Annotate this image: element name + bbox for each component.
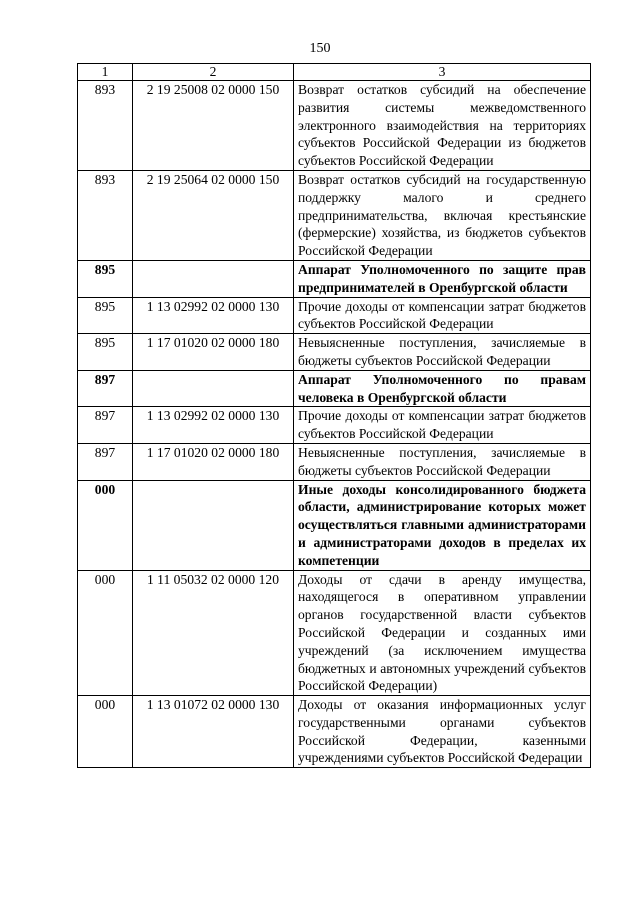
revenue-code-cell: 2 19 25008 02 0000 150: [133, 81, 294, 171]
revenue-name-cell: Доходы от сдачи в аренду имущества, находящегося в оперативном управлении органов государственной власти субъектов Российской Федерации и созданных ими учреждений (за исключением имущества бюджетных и автономных учреждений субъектов Российской Федерации): [294, 570, 591, 696]
revenue-name-cell: Прочие доходы от компенсации затрат бюджетов субъектов Российской Федерации: [294, 407, 591, 444]
revenue-code-cell: 1 17 01020 02 0000 180: [133, 334, 294, 371]
admin-code-cell: 895: [78, 297, 133, 334]
revenue-name-cell: Возврат остатков субсидий на обеспечение развития системы межведомственного электронного взаимодействия на территориях субъектов Российской Федерации из бюджетов субъектов Российской Федерации: [294, 81, 591, 171]
table-header-row: [78, 64, 591, 81]
admin-code-cell: 893: [78, 81, 133, 171]
table-section-row: [78, 480, 591, 570]
revenue-code-cell: 2 19 25064 02 0000 150: [133, 170, 294, 260]
table-row: [78, 443, 591, 480]
table-row: [78, 570, 591, 696]
revenue-name-cell: Аппарат Уполномоченного по защите прав предпринимателей в Оренбургской области: [294, 260, 591, 297]
admin-code-cell: 893: [78, 170, 133, 260]
header-col-1: 1: [78, 64, 133, 81]
header-col-2: 2: [133, 64, 294, 81]
page-number: 150: [309, 41, 331, 56]
revenue-name-cell: Возврат остатков субсидий на государственную поддержку малого и среднего предпринимательства, включая крестьянские (фермерские) хозяйства, из бюджетов субъектов Российской Федерации: [294, 170, 591, 260]
table-row: [78, 696, 591, 768]
revenue-code-cell: [133, 260, 294, 297]
revenue-name-cell: Невыясненные поступления, зачисляемые в бюджеты субъектов Российской Федерации: [294, 334, 591, 371]
revenue-code-cell: [133, 480, 294, 570]
table-row: [78, 334, 591, 371]
table-section-row: [78, 370, 591, 407]
revenue-code-cell: 1 11 05032 02 0000 120: [133, 570, 294, 696]
table-row: [78, 81, 591, 171]
admin-code-cell: 895: [78, 260, 133, 297]
admin-code-cell: 897: [78, 443, 133, 480]
revenue-name-cell: Прочие доходы от компенсации затрат бюджетов субъектов Российской Федерации: [294, 297, 591, 334]
admin-code-cell: 895: [78, 334, 133, 371]
table-row: [78, 407, 591, 444]
revenue-codes-table: [77, 63, 591, 768]
table-row: [78, 297, 591, 334]
admin-code-cell: 000: [78, 570, 133, 696]
admin-code-cell: 000: [78, 480, 133, 570]
table-row: [78, 170, 591, 260]
admin-code-cell: 000: [78, 696, 133, 768]
revenue-code-cell: 1 13 02992 02 0000 130: [133, 297, 294, 334]
table-body: [78, 64, 591, 768]
admin-code-cell: 897: [78, 370, 133, 407]
revenue-name-cell: Иные доходы консолидированного бюджета области, администрирование которых может осуществляться главными администраторами и администраторами доходов в пределах их компетенции: [294, 480, 591, 570]
revenue-name-cell: Доходы от оказания информационных услуг государственными органами субъектов Российской Федерации, казенными учреждениями субъектов Российской Федерации: [294, 696, 591, 768]
table-section-row: [78, 260, 591, 297]
revenue-code-cell: 1 13 02992 02 0000 130: [133, 407, 294, 444]
header-col-3: 3: [294, 64, 591, 81]
revenue-code-cell: 1 17 01020 02 0000 180: [133, 443, 294, 480]
admin-code-cell: 897: [78, 407, 133, 444]
revenue-code-cell: [133, 370, 294, 407]
revenue-name-cell: Невыясненные поступления, зачисляемые в бюджеты субъектов Российской Федерации: [294, 443, 591, 480]
revenue-name-cell: Аппарат Уполномоченного по правам человека в Оренбургской области: [294, 370, 591, 407]
revenue-code-cell: 1 13 01072 02 0000 130: [133, 696, 294, 768]
